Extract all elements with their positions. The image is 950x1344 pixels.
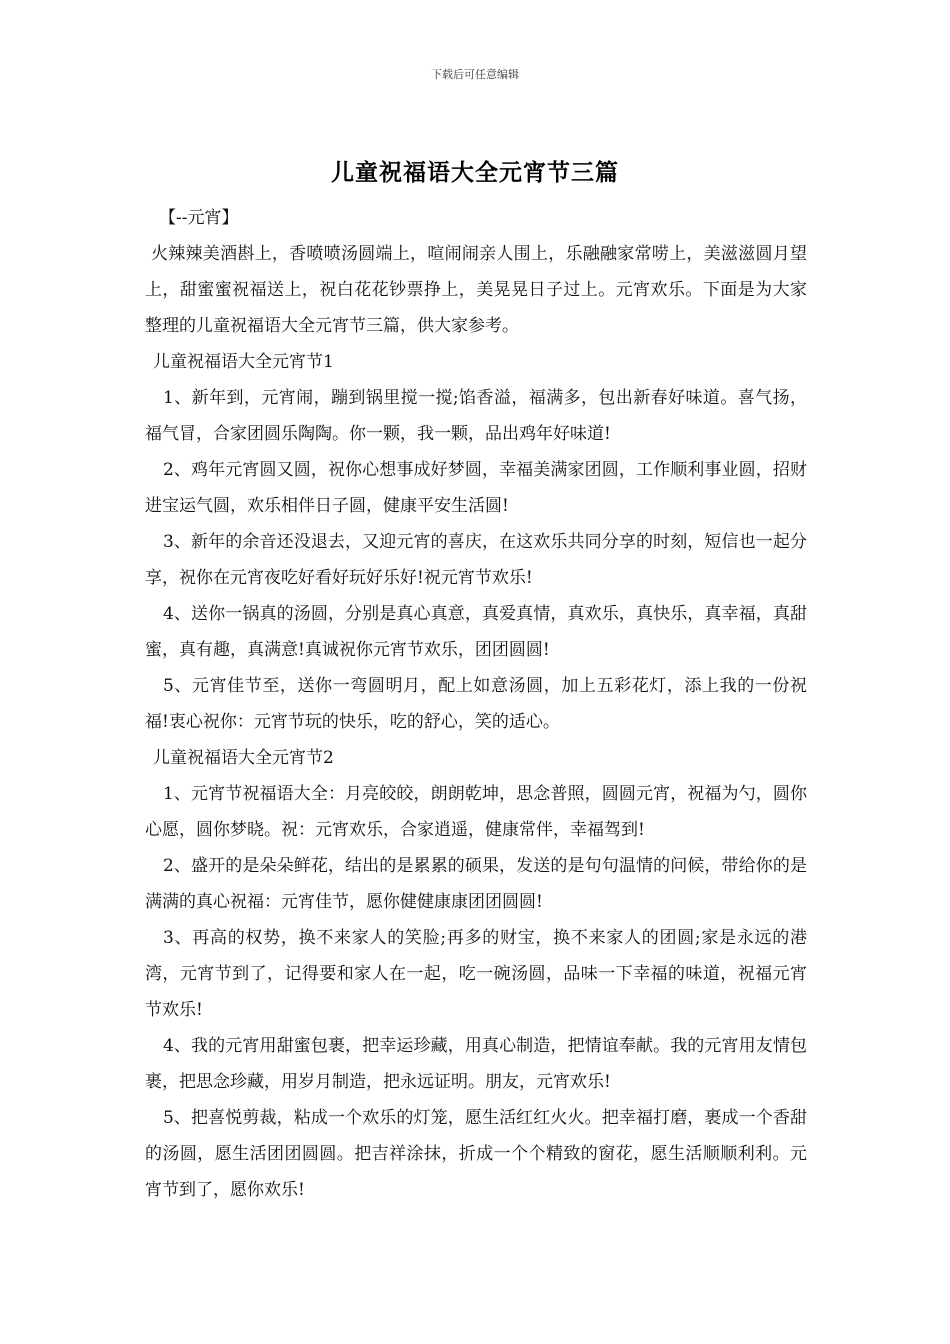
list-item: 3、新年的余音还没退去，又迎元宵的喜庆，在这欢乐共同分享的时刻，短信也一起分享，祝你在元宵夜吃好看好玩好乐好!祝元宵节欢乐! — [145, 532, 807, 588]
list-item: 5、元宵佳节至，送你一弯圆明月，配上如意汤圆，加上五彩花灯，添上我的一份祝福!衷心祝你：元宵节玩的快乐，吃的舒心，笑的适心。 — [145, 676, 807, 732]
document-body — [145, 200, 807, 1208]
category-tag: 【--元宵】 — [159, 208, 239, 228]
document-title: 儿童祝福语大全元宵节三篇 — [331, 159, 619, 186]
list-item: 1、元宵节祝福语大全：月亮皎皎，朗朗乾坤，思念普照，圆圆元宵，祝福为勺，圆你心愿，圆你梦晓。祝：元宵欢乐，合家逍遥，健康常伴，幸福驾到! — [145, 784, 807, 840]
header-note: 下载后可任意编辑 — [431, 68, 519, 81]
list-item: 2、鸡年元宵圆又圆，祝你心想事成好梦圆，幸福美满家团圆，工作顺利事业圆，招财进宝运气圆，欢乐相伴日子圆，健康平安生活圆! — [145, 460, 807, 516]
intro-paragraph: 火辣辣美酒斟上，香喷喷汤圆端上，喧闹闹亲人围上，乐融融家常唠上，美滋滋圆月望上，甜蜜蜜祝福送上，祝白花花钞票挣上，美晃晃日子过上。元宵欢乐。下面是为大家整理的儿童祝福语大全元宵节三篇，供大家参考。 — [145, 244, 807, 336]
list-item: 5、把喜悦剪裁，粘成一个欢乐的灯笼，愿生活红红火火。把幸福打磨，裹成一个香甜的汤圆，愿生活团团圆圆。把吉祥涂抹，折成一个个精致的窗花，愿生活顺顺利利。元宵节到了，愿你欢乐! — [145, 1108, 807, 1200]
list-item: 3、再高的权势，换不来家人的笑脸;再多的财宝，换不来家人的团圆;家是永远的港湾，元宵节到了，记得要和家人在一起，吃一碗汤圆，品味一下幸福的味道，祝福元宵节欢乐! — [145, 928, 807, 1020]
list-item: 2、盛开的是朵朵鲜花，结出的是累累的硕果，发送的是句句温情的问候，带给你的是满满的真心祝福：元宵佳节，愿你健健康康团团圆圆! — [145, 856, 807, 912]
section-heading: 儿童祝福语大全元宵节1 — [153, 352, 334, 372]
list-item: 1、新年到，元宵闹，蹦到锅里搅一搅;馅香溢，福满多，包出新春好味道。喜气扬，福气冒，合家团圆乐陶陶。你一颗，我一颗，品出鸡年好味道! — [145, 388, 807, 444]
list-item: 4、送你一锅真的汤圆，分别是真心真意，真爱真情，真欢乐，真快乐，真幸福，真甜蜜，真有趣，真满意!真诚祝你元宵节欢乐，团团圆圆! — [145, 604, 807, 660]
list-item: 4、我的元宵用甜蜜包裹，把幸运珍藏，用真心制造，把情谊奉献。我的元宵用友情包裹，把思念珍藏，用岁月制造，把永远证明。朋友，元宵欢乐! — [145, 1036, 807, 1092]
section-heading: 儿童祝福语大全元宵节2 — [153, 748, 334, 768]
